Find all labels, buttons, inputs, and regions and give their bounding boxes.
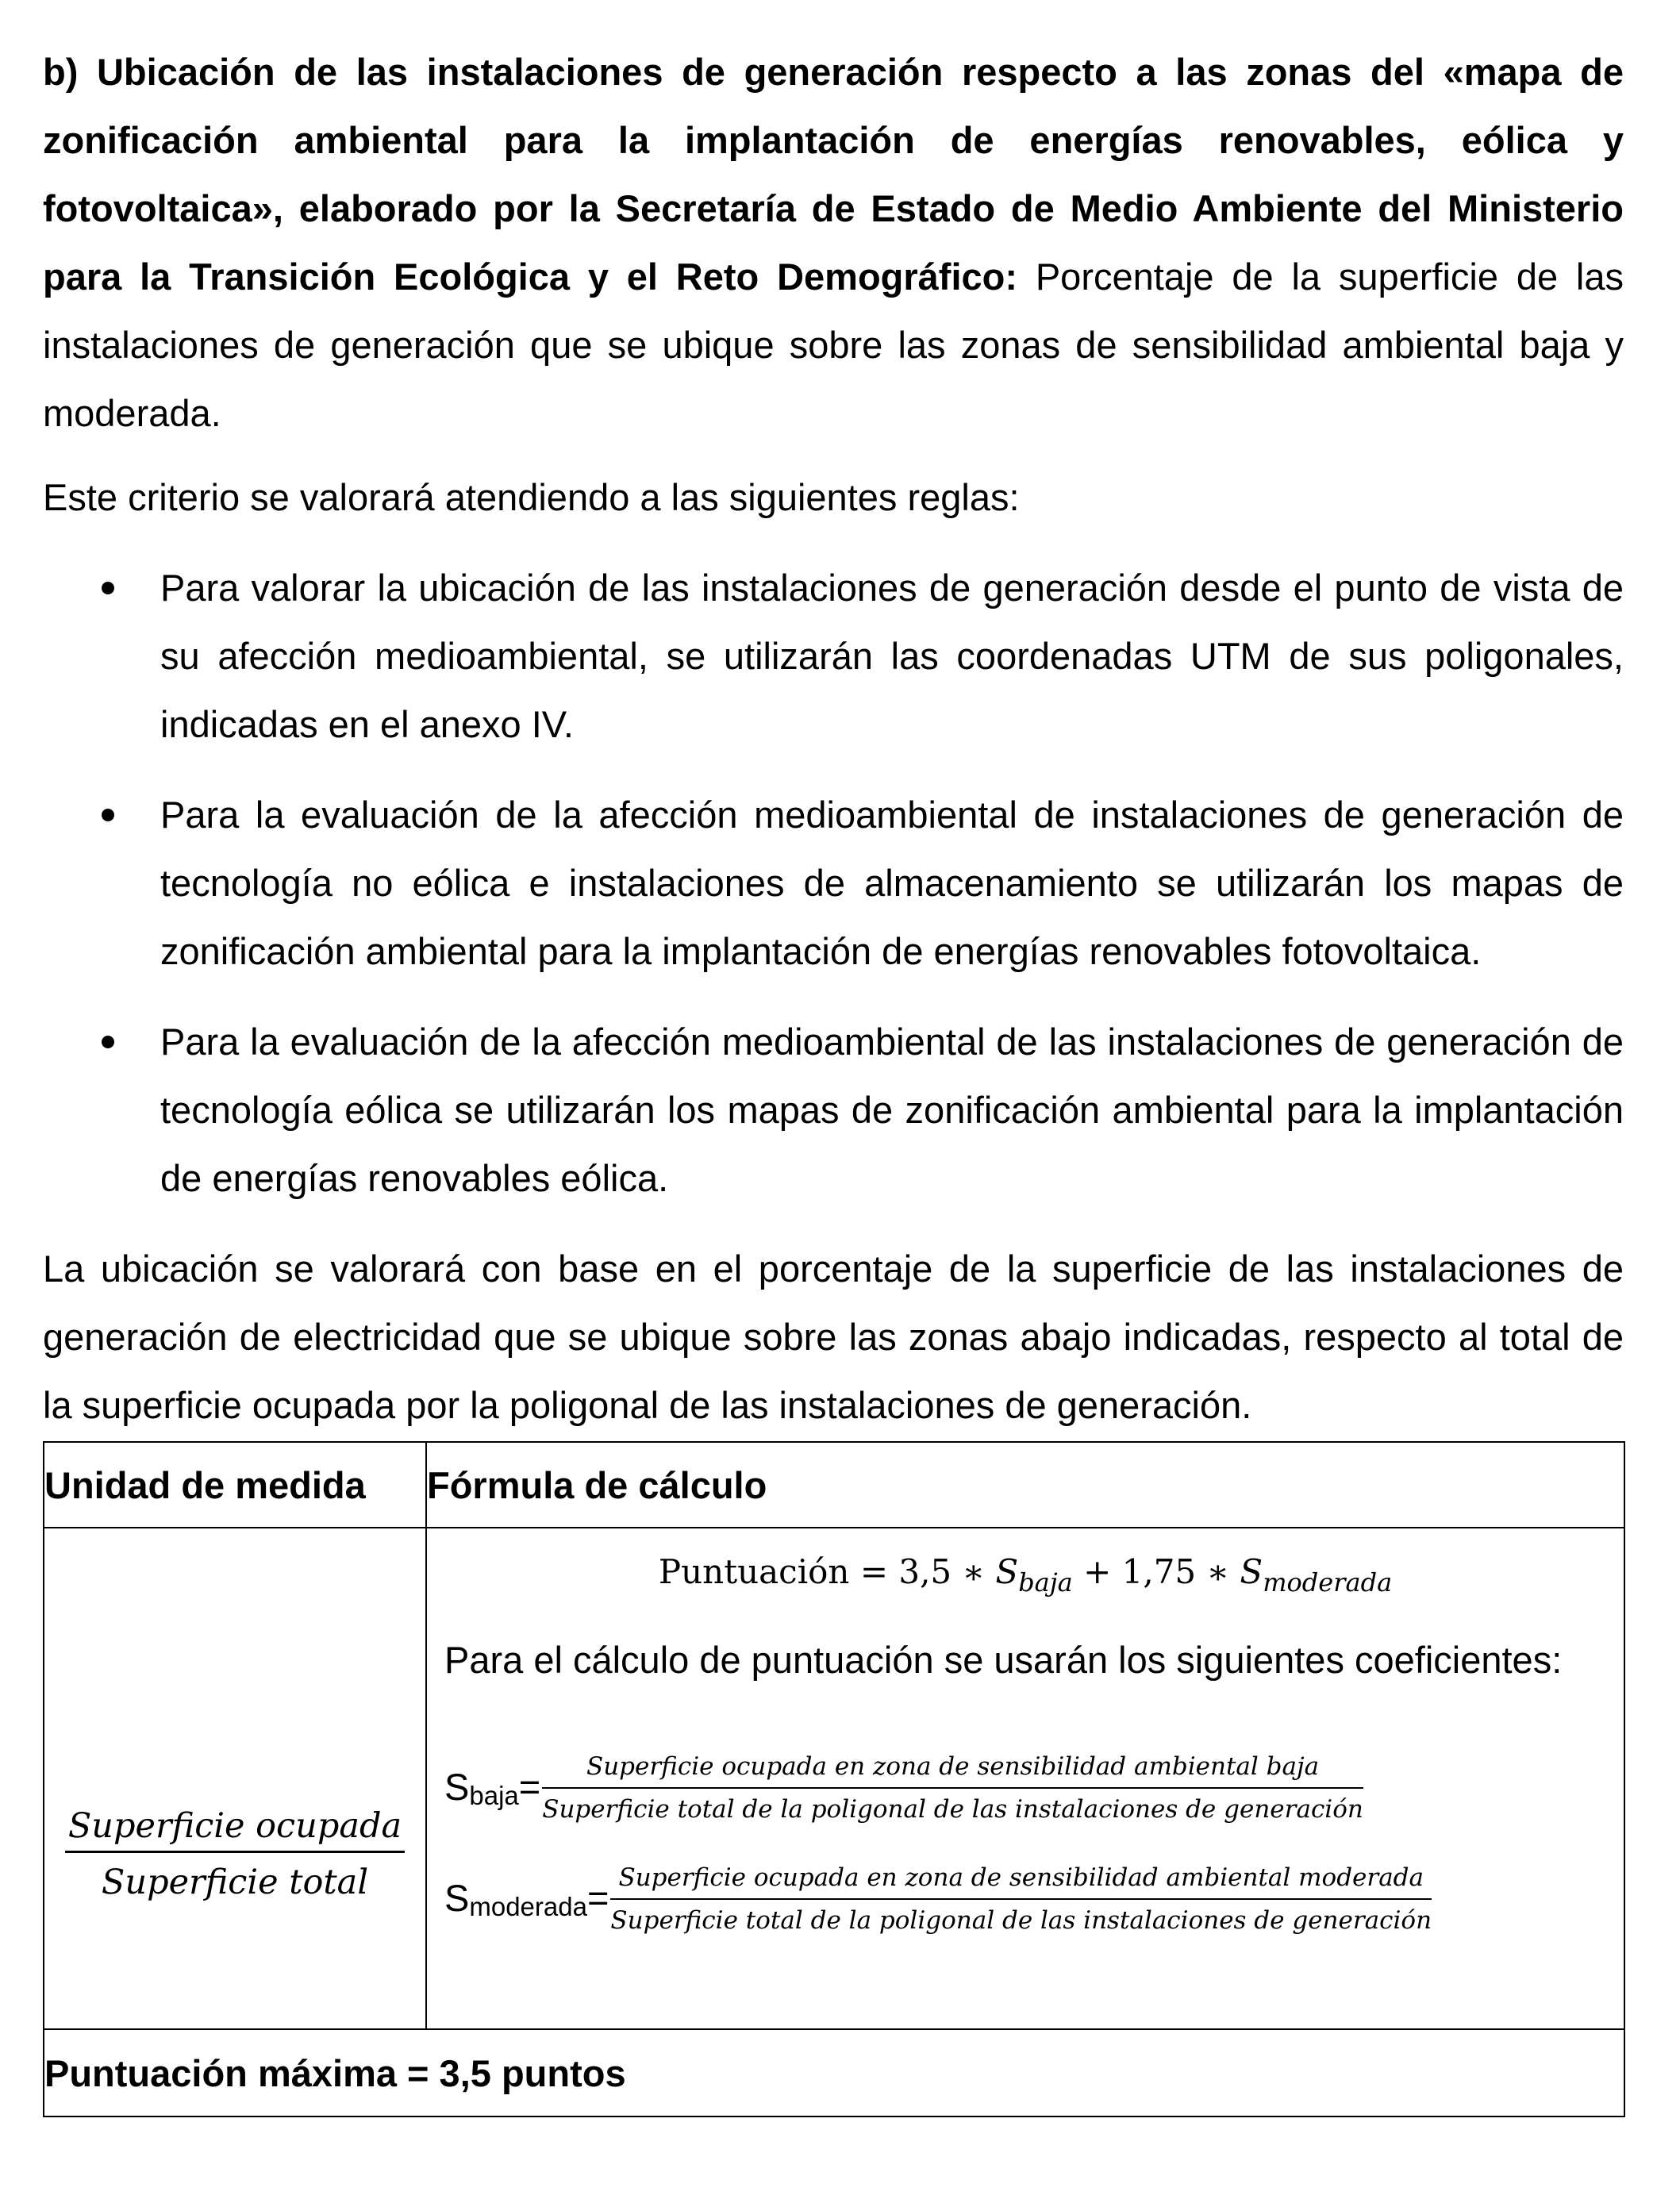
bullet-dot-icon xyxy=(102,809,114,821)
s-moderada-numerator: Superficie ocupada en zona de sensibilidad ambiental moderada xyxy=(610,1863,1432,1900)
header-formula: Fórmula de cálculo xyxy=(426,1442,1624,1528)
formula-prefix: Puntuación = 3,5 ∗ xyxy=(658,1552,996,1591)
s-baja-label: $S_{baja}=$ xyxy=(444,1766,541,1810)
s-moderada-fraction xyxy=(610,1863,1432,1935)
unit-numerator: Superficie ocupada xyxy=(65,1806,405,1853)
criterion-heading-bold: b) Ubicación de las instalaciones de generación respecto a las zonas del «mapa de zonificación ambiental para la implantación de energías renovables, eólica y fotovoltaica», elaborado por la Secretaría de Estado de Medio Ambiente del Ministerio para la Transición Ecológica y el Reto Demográfico: xyxy=(43,51,1624,298)
formula-sub-moderada: moderada xyxy=(1263,1567,1393,1597)
max-score: Puntuación máxima = 3,5 puntos xyxy=(44,2029,1624,2116)
coefficients-intro: Para el cálculo de puntuación se usarán los siguientes coeficientes: xyxy=(444,1639,1563,1681)
s-baja-definition xyxy=(444,1752,1363,1824)
s-baja-fraction xyxy=(542,1752,1363,1824)
table-footer-row xyxy=(44,2029,1624,2116)
list-item xyxy=(43,781,1624,986)
header-unit: Unidad de medida xyxy=(44,1442,426,1528)
s-moderada-definition xyxy=(444,1863,1432,1935)
bullet-dot-icon xyxy=(102,1036,114,1048)
unit-denominator: Superficie total xyxy=(101,1863,369,1902)
scoring-table xyxy=(43,1441,1625,2117)
criterion-heading-description: Porcentaje de la superficie de las instalaciones de generación que se ubique sobre las zonas de sensibilidad ambiental baja y moderada. xyxy=(43,256,1624,434)
unit-fraction xyxy=(44,1806,425,1902)
main-formula xyxy=(427,1552,1624,1597)
list-item-text: Para valorar la ubicación de las instalaciones de generación desde el punto de vista de su afección medioambiental, se utilizarán las coordenadas UTM de sus poligonales, indicadas en el anexo IV. xyxy=(160,567,1624,745)
s-baja-numerator: Superficie ocupada en zona de sensibilidad ambiental baja xyxy=(542,1752,1363,1789)
bullet-dot-icon xyxy=(102,582,114,594)
s-moderada-denominator: Superficie total de la poligonal de las instalaciones de generación xyxy=(610,1906,1432,1935)
rules-list xyxy=(43,554,1624,1213)
list-item-text: Para la evaluación de la afección medioambiental de instalaciones de generación de tecnología no eólica e instalaciones de almacenamiento se utilizarán los mapas de zonificación ambiental para la implantación de energías renovables fotovoltaica. xyxy=(160,794,1624,972)
criterion-heading-paragraph xyxy=(43,38,1624,448)
list-item xyxy=(43,554,1624,759)
formula-s1: S xyxy=(995,1552,1019,1591)
criterion-intro: Este criterio se valorará atendiendo a las siguientes reglas: xyxy=(43,476,1020,518)
table-row xyxy=(44,1528,1624,2029)
s-moderada-label: $S_{moderada}=$ xyxy=(444,1877,609,1921)
table-header-row xyxy=(44,1442,1624,1528)
formula-cell xyxy=(426,1528,1624,2029)
document-page xyxy=(43,38,1624,1440)
formula-sub-baja: baja xyxy=(1018,1567,1073,1597)
list-item-text: Para la evaluación de la afección medioambiental de las instalaciones de generación de tecnología eólica se utilizarán los mapas de zonificación ambiental para la implantación de energías renovables eólica. xyxy=(160,1021,1624,1199)
list-item xyxy=(43,1008,1624,1213)
formula-s2: S xyxy=(1240,1552,1263,1591)
s-baja-denominator: Superficie total de la poligonal de las instalaciones de generación xyxy=(542,1795,1363,1824)
location-paragraph: La ubicación se valorará con base en el porcentaje de la superficie de las instalaciones de generación de electricidad que se ubique sobre las zonas abajo indicadas, respecto al total de la superficie ocupada por la poligonal de las instalaciones de generación. xyxy=(43,1248,1624,1426)
unit-cell xyxy=(44,1528,426,2029)
formula-mid: + 1,75 ∗ xyxy=(1072,1552,1240,1591)
